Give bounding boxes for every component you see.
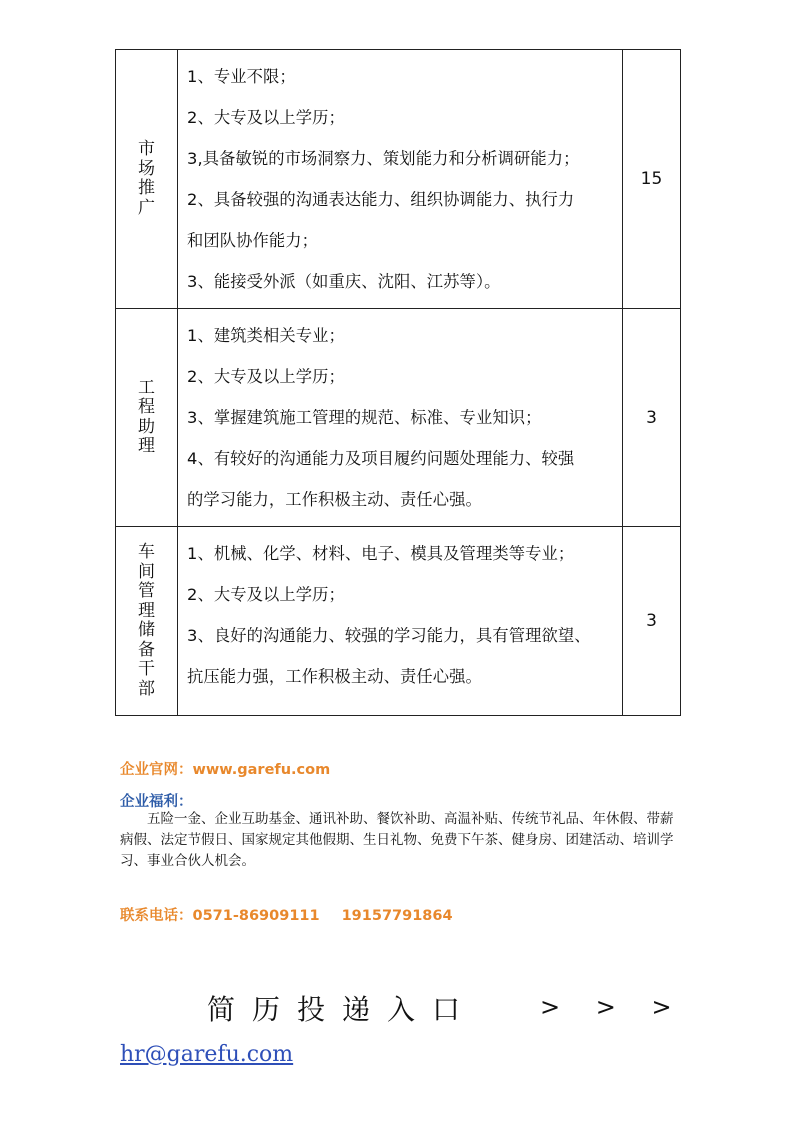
website-label: 企业官网： bbox=[120, 762, 193, 778]
job-title-cell bbox=[116, 527, 178, 716]
headcount-cell: 3 bbox=[623, 527, 681, 716]
resume-entry-arrows: > > > bbox=[540, 993, 672, 1021]
job-requirements-table bbox=[115, 49, 681, 716]
phone-label: 联系电话： bbox=[120, 908, 193, 924]
requirement-line: 和团队协作能力； bbox=[187, 231, 319, 250]
requirement-line: 3,具备敏锐的市场洞察力、策划能力和分析调研能力； bbox=[187, 149, 580, 168]
requirement-line: 2、具备较强的沟通表达能力、组织协调能力、执行力 bbox=[187, 190, 575, 209]
requirement-line: 抗压能力强，工作积极主动、责任心强。 bbox=[187, 667, 482, 686]
requirement-line: 1、机械、化学、材料、电子、模具及管理类等专业； bbox=[187, 544, 575, 563]
job-requirements-cell bbox=[178, 50, 623, 309]
phone-number-1: 0571-86909111 bbox=[192, 908, 320, 924]
requirement-line: 3、良好的沟通能力、较强的学习能力，具有管理欲望、 bbox=[187, 626, 591, 645]
headcount-cell: 3 bbox=[623, 309, 681, 527]
job-title: 市场推广 bbox=[138, 139, 155, 218]
job-requirements-cell bbox=[178, 527, 623, 716]
company-website-line bbox=[120, 758, 330, 779]
requirement-line: 的学习能力，工作积极主动、责任心强。 bbox=[187, 490, 482, 509]
contact-phone-line bbox=[120, 904, 453, 925]
requirement-line: 4、有较好的沟通能力及项目履约问题处理能力、较强 bbox=[187, 449, 575, 468]
resume-entry-heading: 简历投递入口 bbox=[207, 993, 478, 1026]
job-requirements-cell bbox=[178, 309, 623, 527]
job-title-cell bbox=[116, 50, 178, 309]
website-link[interactable]: www.garefu.com bbox=[192, 762, 331, 778]
requirement-line: 2、大专及以上学历； bbox=[187, 108, 345, 127]
requirement-line: 2、大专及以上学历； bbox=[187, 585, 345, 604]
benefits-label: 企业福利： bbox=[120, 794, 193, 810]
requirement-line: 3、能接受外派（如重庆、沈阳、江苏等）。 bbox=[187, 272, 501, 291]
phone-number-2: 19157791864 bbox=[341, 908, 453, 924]
requirement-line: 1、专业不限； bbox=[187, 67, 296, 86]
job-title-cell bbox=[116, 309, 178, 527]
job-title: 工程助理 bbox=[138, 377, 155, 456]
table-row-workshop-trainee bbox=[116, 527, 681, 716]
job-title: 车间管理储备干部 bbox=[138, 542, 155, 699]
table-row-marketing bbox=[116, 50, 681, 309]
requirement-line: 3、掌握建筑施工管理的规范、标准、专业知识； bbox=[187, 408, 542, 427]
resume-email-link[interactable]: hr@garefu.com bbox=[120, 1042, 294, 1067]
table-row-engineering-assistant bbox=[116, 309, 681, 527]
headcount-cell: 15 bbox=[623, 50, 681, 309]
requirement-line: 2、大专及以上学历； bbox=[187, 367, 345, 386]
benefits-text: 五险一金、企业互助基金、通讯补助、餐饮补助、高温补贴、传统节礼品、年休假、带薪病假、法定节假日、国家规定其他假期、生日礼物、免费下午茶、健身房、团建活动、培训学习、事业合伙人机会。 bbox=[120, 811, 674, 869]
requirement-line: 1、建筑类相关专业； bbox=[187, 326, 345, 345]
